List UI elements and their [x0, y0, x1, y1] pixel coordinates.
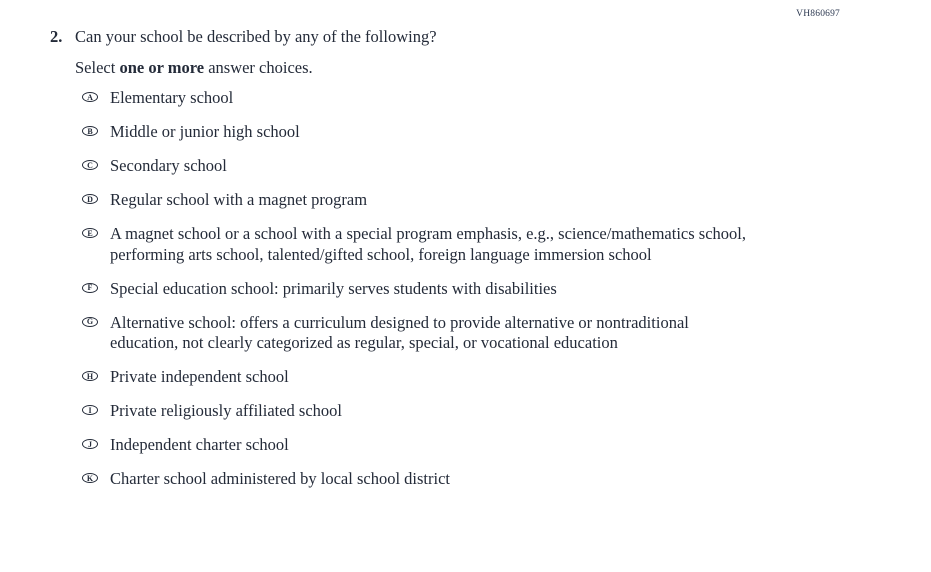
- answer-options-list: [82, 88, 782, 503]
- answer-option-c[interactable]: [82, 156, 782, 177]
- answer-bubble-icon[interactable]: G: [82, 317, 98, 327]
- instruction-bold: one or more: [119, 58, 205, 77]
- answer-option-label: A magnet school or a school with a special program emphasis, e.g., science/mathematics school, performing arts school, talented/gifted school, foreign language immersion school: [110, 224, 746, 264]
- answer-option-f[interactable]: [82, 279, 782, 300]
- answer-bubble-icon[interactable]: C: [82, 160, 98, 170]
- answer-option-label: Regular school with a magnet program: [110, 190, 368, 209]
- answer-option-label: Independent charter school: [110, 435, 289, 454]
- answer-option-label: Charter school administered by local school district: [110, 469, 450, 488]
- instruction-prefix: Select: [75, 58, 120, 77]
- answer-option-label: Private religiously affiliated school: [110, 401, 343, 420]
- answer-option-b[interactable]: [82, 122, 782, 143]
- answer-bubble-icon[interactable]: D: [82, 194, 98, 204]
- answer-option-g[interactable]: [82, 313, 782, 354]
- answer-option-k[interactable]: [82, 469, 782, 490]
- answer-option-h[interactable]: [82, 367, 782, 388]
- form-code: VH860697: [796, 9, 840, 19]
- answer-bubble-icon[interactable]: F: [82, 283, 98, 293]
- answer-option-d[interactable]: [82, 190, 782, 211]
- question-number: 2.: [50, 27, 63, 46]
- question-block: [50, 26, 890, 78]
- answer-option-a[interactable]: [82, 88, 782, 109]
- answer-bubble-icon[interactable]: A: [82, 92, 98, 102]
- answer-option-label: Private independent school: [110, 367, 289, 386]
- answer-bubble-icon[interactable]: I: [82, 405, 98, 415]
- answer-bubble-icon[interactable]: E: [82, 228, 98, 238]
- question-instruction: [75, 57, 890, 78]
- answer-option-label: Middle or junior high school: [110, 122, 300, 141]
- question-text: Can your school be described by any of the following?: [75, 27, 437, 46]
- answer-option-i[interactable]: [82, 401, 782, 422]
- answer-bubble-icon[interactable]: K: [82, 473, 98, 483]
- answer-option-label: Alternative school: offers a curriculum designed to provide alternative or nontraditional education, not clearly categorized as regular, special, or vocational education: [110, 312, 689, 352]
- answer-option-e[interactable]: [82, 224, 782, 265]
- answer-option-label: Secondary school: [110, 156, 227, 175]
- answer-option-label: Special education school: primarily serves students with disabilities: [110, 278, 557, 298]
- answer-bubble-icon[interactable]: B: [82, 126, 98, 136]
- answer-bubble-icon[interactable]: J: [82, 439, 98, 449]
- answer-bubble-icon[interactable]: H: [82, 371, 98, 381]
- answer-option-j[interactable]: [82, 435, 782, 456]
- instruction-suffix: answer choices.: [204, 58, 313, 77]
- answer-option-label: Elementary school: [110, 88, 234, 107]
